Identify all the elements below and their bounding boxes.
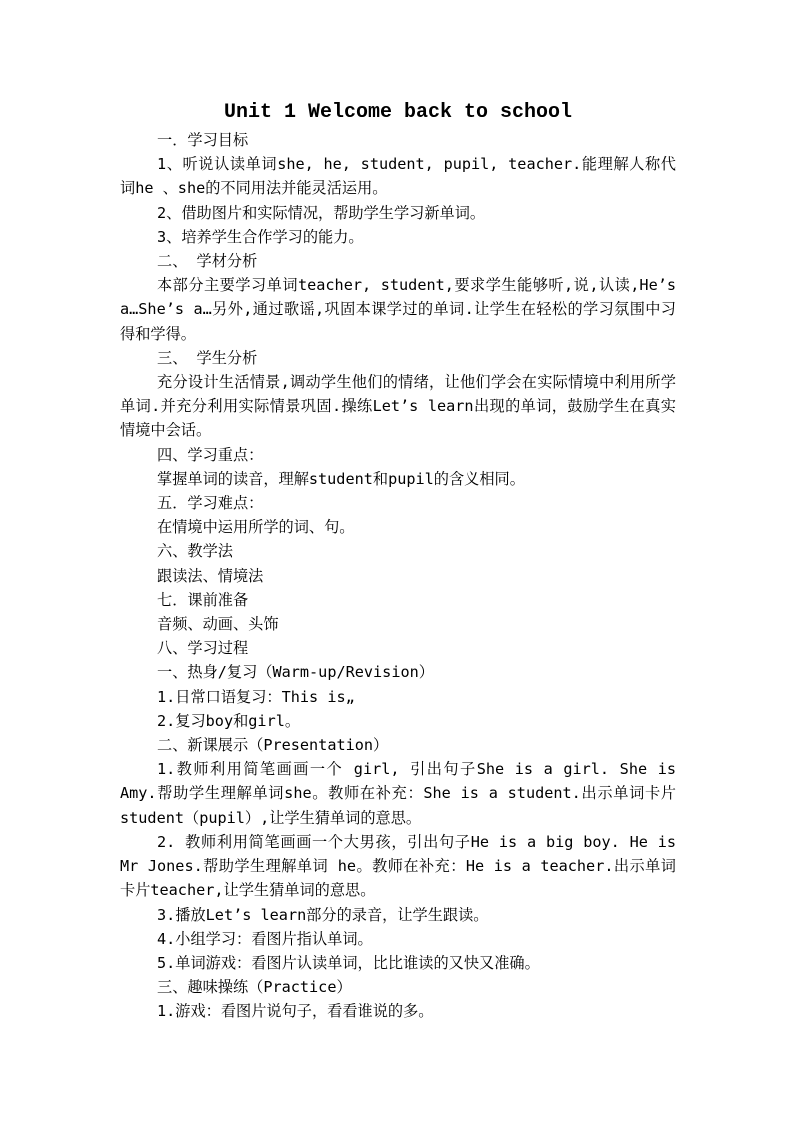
- paragraph-methods: 跟读法、情境法: [157, 566, 264, 585]
- process-step-practice: 三、趣味操练（Practice）: [157, 978, 352, 997]
- section-heading-objectives: 一．学习目标: [157, 131, 249, 149]
- section-heading-students: 三、 学生分析: [157, 348, 258, 367]
- paragraph-preparation: 音频、动画、头饰: [157, 615, 279, 634]
- document-title: Unit 1 Welcome back to school: [223, 101, 573, 124]
- process-warmup-item-1: 1.日常口语复习：This is„: [157, 687, 355, 706]
- paragraph-difficulties: 在情境中运用所学的词、句。: [157, 518, 355, 537]
- section-heading-material: 二、 学材分析: [157, 252, 258, 271]
- section-heading-preparation: 七．课前准备: [157, 590, 249, 609]
- paragraph-objective-2: 2、借助图片和实际情况，帮助学生学习新单词。: [157, 203, 486, 222]
- process-presentation-item-4: 4.小组学习：看图片指认单词。: [157, 929, 373, 948]
- process-warmup-item-2: 2.复习boy和girl。: [157, 711, 301, 730]
- section-heading-difficulties: 五．学习难点：: [157, 494, 264, 513]
- paragraph-students: 充分设计生活情景,调动学生他们的情绪，让他们学会在实际情境中利用所学单词.并充分利用实际情景巩固.操练Let’s learn出现的单词，鼓励学生在真实情境中会话。: [120, 373, 676, 440]
- section-heading-key-points: 四、学习重点：: [157, 445, 264, 464]
- process-presentation-item-2: 2. 教师利用简笔画画一个大男孩，引出句子He is a big boy. He is Mr Jones.帮助学生理解单词 he。教师在补充：He is a teacher.出示单词卡片teacher,让学生猜单词的意思。: [120, 832, 676, 900]
- section-heading-process: 八、学习过程: [157, 639, 249, 658]
- section-heading-methods: 六、教学法: [157, 542, 233, 561]
- process-step-presentation: 二、新课展示（Presentation）: [157, 736, 389, 755]
- process-presentation-item-3: 3.播放Let’s learn部分的录音，让学生跟读。: [157, 905, 489, 924]
- paragraph-objective-3: 3、培养学生合作学习的能力。: [157, 227, 364, 246]
- process-practice-item-1: 1.游戏：看图片说句子，看看谁说的多。: [157, 1002, 434, 1021]
- process-presentation-item-1: 1.教师利用简笔画画一个 girl, 引出句子She is a girl. She is Amy.帮助学生理解单词she。教师在补充：She is a student.出示单词卡片student（pupil）,让学生猜单词的意思。: [120, 760, 676, 827]
- process-presentation-item-5: 5.单词游戏：看图片认读单词，比比谁读的又快又准确。: [157, 953, 540, 972]
- paragraph-objective-1: 1、听说认读单词she, he, student, pupil, teacher.能理解人称代词he 、she的不同用法并能灵活运用。: [120, 155, 676, 198]
- paragraph-material: 本部分主要学习单词teacher, student,要求学生能够听,说,认读,He’s a…She’s a…另外,通过歌谣,巩固本课学过的单词.让学生在轻松的学习氛围中习得和学得。: [120, 276, 676, 343]
- paragraph-key-points: 掌握单词的读音，理解student和pupil的含义相同。: [157, 469, 525, 488]
- document-page: [120, 98, 676, 1024]
- process-step-warmup: 一、热身/复习（Warm-up/Revision）: [157, 663, 434, 682]
